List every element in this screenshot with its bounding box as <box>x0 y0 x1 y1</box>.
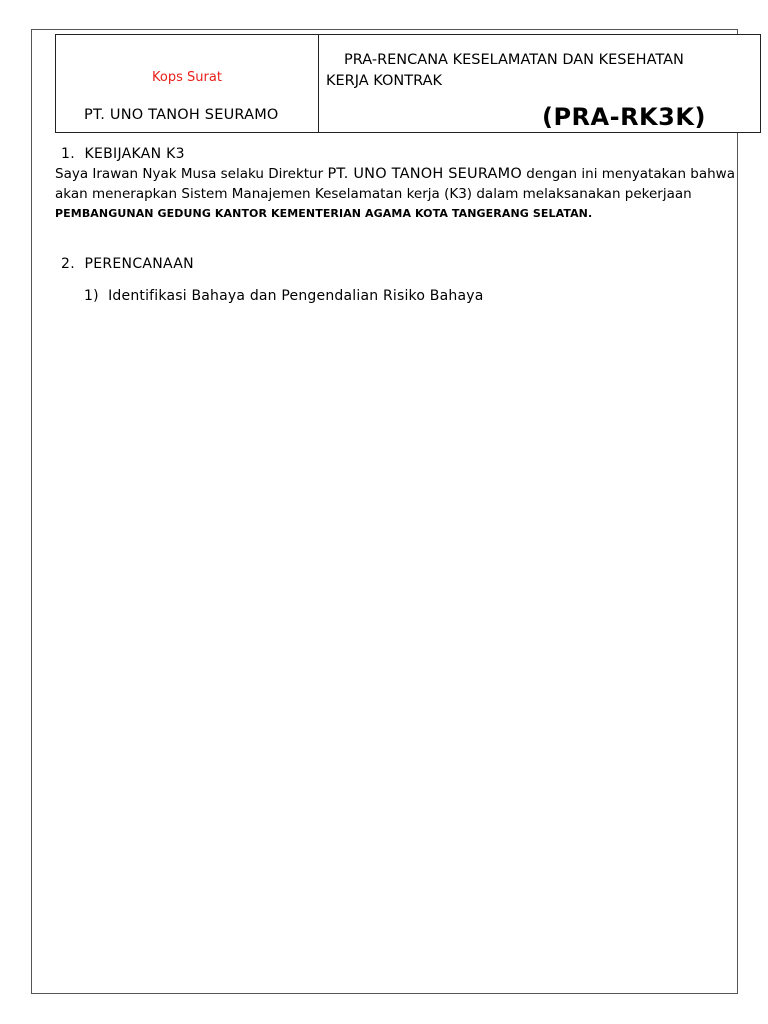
subsection-number: 1) <box>84 288 99 304</box>
document-title-line-1: PRA-RENCANA KESELAMATAN DAN KESEHATAN <box>344 52 684 68</box>
header-divider <box>318 35 319 132</box>
section-heading-perencanaan <box>61 256 194 272</box>
section-number: 2. <box>61 256 75 272</box>
policy-company: PT. UNO TANOH SEURAMO <box>327 166 522 182</box>
policy-project: PEMBANGUNAN GEDUNG KANTOR KEMENTERIAN AGAMA KOTA TANGERANG SELATAN. <box>55 207 593 220</box>
subsection-title: Identifikasi Bahaya dan Pengendalian Risiko Bahaya <box>108 288 484 304</box>
document-header-table <box>55 34 761 133</box>
document-title-line-2: KERJA KONTRAK <box>326 73 443 89</box>
section-title: PERENCANAAN <box>84 256 194 272</box>
section-number: 1. <box>61 146 75 162</box>
policy-paragraph <box>55 165 745 224</box>
kops-surat-label: Kops Surat <box>152 70 222 85</box>
section-title: KEBIJAKAN K3 <box>84 146 185 162</box>
section-heading-kebijakan <box>61 146 185 162</box>
policy-text-a: Saya Irawan Nyak Musa selaku Direktur <box>55 166 328 182</box>
company-name: PT. UNO TANOH SEURAMO <box>84 107 279 123</box>
policy-text-b: dengan ini menyatakan bahwa akan menerapkan Sistem Manajemen Keselamatan kerja (K3) dalam melaksanakan pekerjaan <box>55 166 735 202</box>
subsection-heading-identifikasi <box>84 288 483 304</box>
document-code: (PRA-RK3K) <box>542 103 706 131</box>
